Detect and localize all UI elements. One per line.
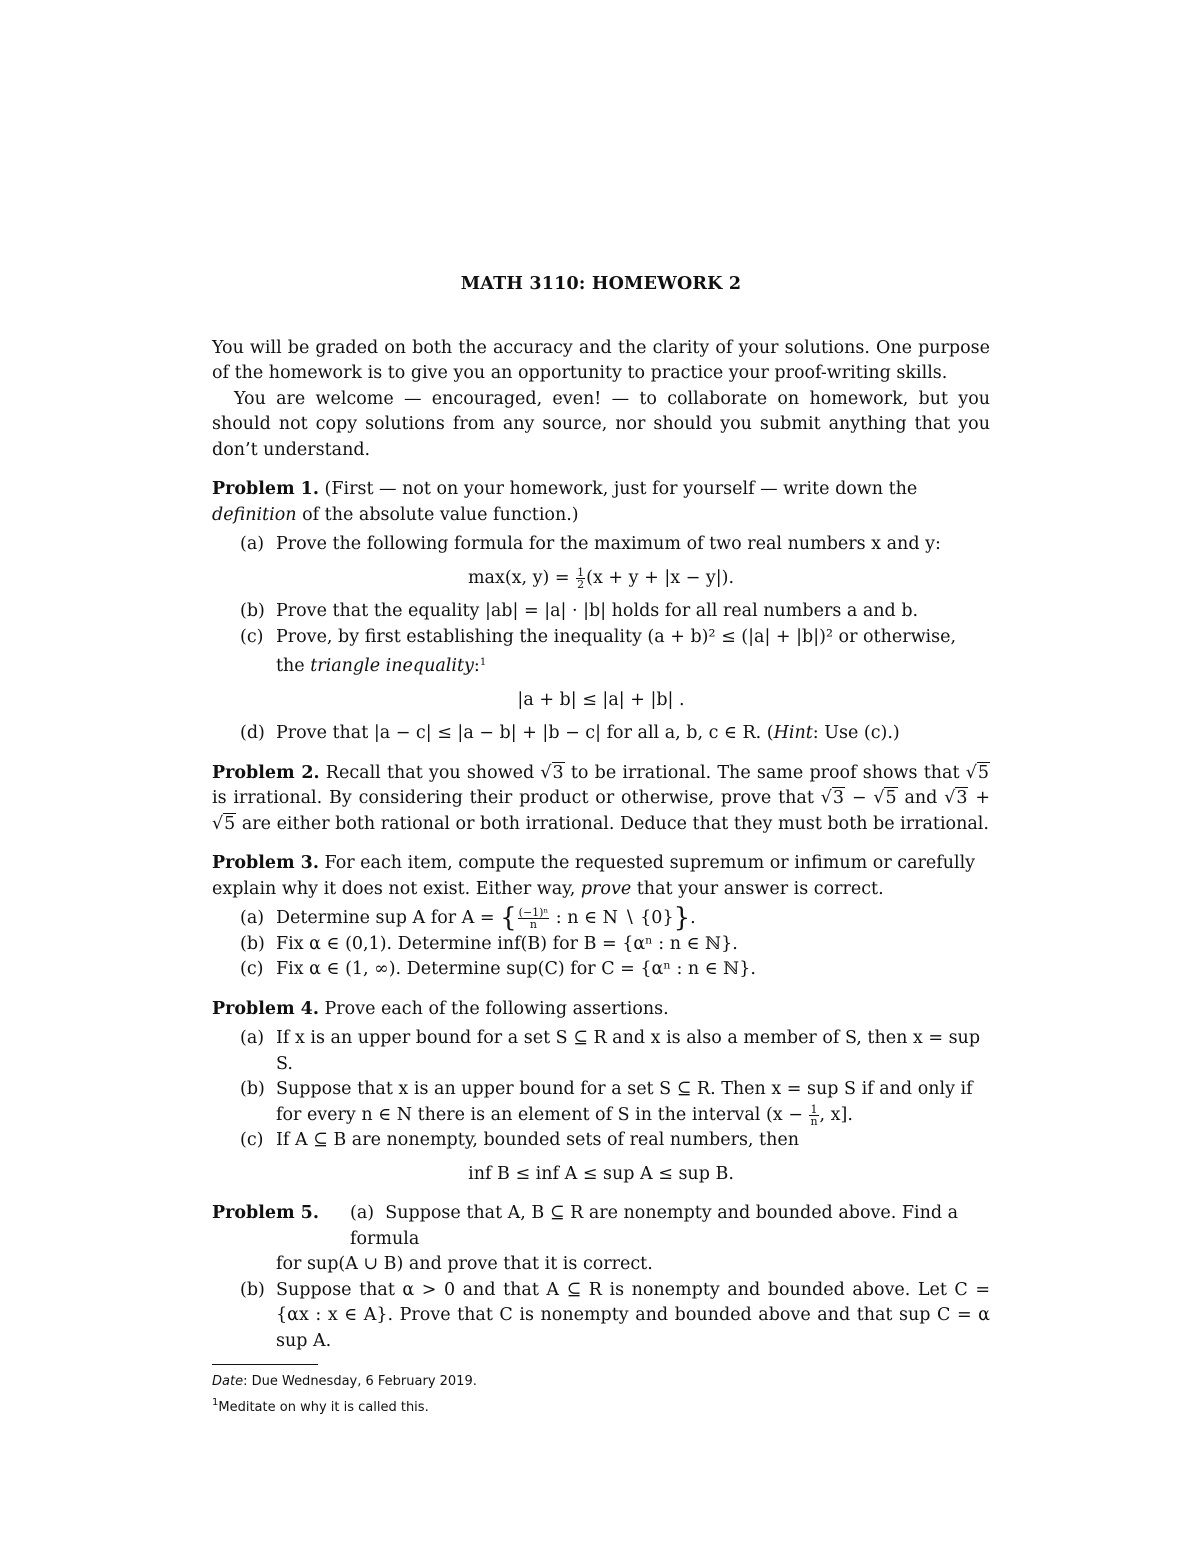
problem-1-intro [212,477,990,528]
problem-1b-text: Prove that the equality |ab| = |a| · |b| holds for all real numbers a and b. [276,601,919,621]
triangle-inequality-formula: |a + b| ≤ |a| + |b| . [517,689,685,710]
fraction-denominator: 2 [577,577,585,591]
problem-1c-colon: : [473,656,480,676]
item-label: (c) [240,959,264,979]
problem-1a-text: Prove the following formula for the maximum of two real numbers x and y: [276,534,941,554]
problem-4-name: Problem 4. [212,998,319,1019]
fraction-one-half [576,567,585,590]
item-label: (a) [240,1028,265,1048]
problem-1-emphasis: definition [212,504,297,525]
radicand: 3 [956,788,968,808]
problem-5a-cont [240,1252,990,1278]
hint-label: Hint [773,723,813,743]
right-brace: } [673,903,691,933]
problem-4c-text: If A ⊆ B are nonempty, bounded sets of real numbers, then [276,1130,799,1150]
fraction-numerator: (−1)ⁿ [518,906,549,919]
and-word: and [897,788,945,808]
sqrt-3: √3 [820,788,844,808]
problem-3-text-end: that your answer is correct. [631,878,884,899]
item-label: (a) [240,534,265,554]
item-label: (b) [240,933,265,954]
problem-1-items-cont [212,599,990,680]
problem-3-text: For each item, compute the requested supremum or infimum or carefully explain why it does not exist. Either way, [212,853,976,899]
item-text [276,903,990,933]
problem-4-items [212,1026,990,1154]
prove-emphasis: prove [580,878,632,899]
problem-3-items [212,903,990,983]
problem-3b [240,932,990,958]
problem-5a [212,1201,990,1252]
plus-sign: + [968,788,990,808]
problem-5-name: Problem 5. [212,1203,319,1223]
problem-1-items-end [212,721,990,747]
item-label: (b) [240,1279,265,1300]
footnote-rule [212,1364,318,1365]
item-text [276,721,990,747]
item-label: (b) [240,601,265,621]
problem-2-text-4: are either both rational or both irrational. Deduce that they must both be irrational. [236,813,989,834]
problem-1-items [212,532,990,558]
fraction-numerator: 1 [810,1102,818,1116]
fraction-denominator: n [529,918,537,931]
problem-1d [240,721,990,747]
minus-sign: − [844,788,874,808]
homework-page [212,272,990,1418]
problem-3a [240,903,990,933]
problem-5-items [212,1252,990,1354]
footnote-date [212,1371,990,1392]
item-label: (d) [240,723,265,743]
sqrt-5: √5 [873,788,897,808]
problem-2-text-3: is irrational. By considering their product or otherwise, prove that [212,788,821,808]
fraction-denominator: n [810,1114,818,1128]
intro-paragraph-2: You are welcome — encouraged, even! — to collaborate on homework, but you should not copy solutions from any source, nor should you submit anything that you don’t understand. [212,388,990,460]
fraction-numerator: 1 [577,565,585,579]
problem-2-name: Problem 2. [212,762,320,783]
date-text: : Due Wednesday, 6 February 2019. [243,1374,477,1389]
footnote-mark: 1 [212,1397,219,1408]
sqrt-3: √3 [540,762,564,783]
item-label-spacer [240,1252,276,1278]
problem-5a-text-2: for sup(A ∪ B) and prove that it is correct. [276,1254,653,1274]
radicand: 3 [832,788,844,808]
item-label: (b) [240,1079,265,1099]
intro-paragraph-1: You will be graded on both the accuracy and the clarity of your solutions. One purpose of the homework is to give you an opportunity to practice your proof-writing skills. [212,337,990,383]
max-formula [212,566,990,592]
date-label: Date [212,1374,244,1389]
footnote-text: Meditate on why it is called this. [218,1400,429,1415]
radicand: 5 [977,762,989,783]
left-brace: { [500,903,517,933]
footnote-marker: 1 [479,657,487,668]
problem-5a-text-1: Suppose that A, B ⊆ R are nonempty and bounded above. Find a formula [350,1203,959,1249]
problem-5 [212,1201,990,1354]
item-label: (c) [240,626,264,647]
problem-3 [212,851,990,983]
problem-2-text [212,761,990,838]
radicand: 5 [224,813,236,834]
sqrt-3: √3 [944,788,968,808]
problem-3a-text: Determine sup A for A = [276,908,501,928]
period: . [690,908,696,928]
problem-4a-text: If x is an upper bound for a set S ⊆ R and x is also a member of S, then x = sup S. [276,1028,981,1074]
problem-4b [240,1077,990,1128]
problem-5a-line [350,1201,990,1252]
problem-4b-text: Suppose that x is an upper bound for a set S ⊆ R. Then x = sup S if and only if for every n ∈ N there is an element of S in the interval (x − [276,1079,973,1125]
item-text [276,625,990,680]
sqrt-5: √5 [965,762,989,783]
problem-5b-text: Suppose that α > 0 and that A ⊆ R is nonempty and bounded above. Let C = {αx : x ∈ A}. Prove that C is nonempty and bounded above and that sup C = α sup A. [276,1279,990,1351]
problem-1-text-end: of the absolute value function.) [296,504,579,525]
problem-4-intro [212,997,990,1023]
problem-3-intro [212,851,990,902]
problem-1c-text: Prove, by first establishing the inequality (a + b)² ≤ (|a| + |b|)² or otherwise, the [276,626,957,676]
problem-2-text-1: Recall that you showed [325,762,541,783]
footnote-1 [212,1392,990,1418]
item-label: (c) [240,1130,264,1150]
problem-1-text: (First — not on your homework, just for yourself — write down the [324,479,918,499]
page-title: MATH 3110: HOMEWORK 2 [460,274,742,294]
problem-3c [240,957,990,983]
problem-4a [240,1026,990,1077]
problem-4b-text-end: , x]. [819,1104,853,1125]
item-text [276,532,990,558]
problem-2 [212,761,990,838]
fraction-one-over-n [809,1104,818,1127]
triangle-inequality-term: triangle inequality [310,656,474,676]
problem-5b [240,1278,990,1355]
problem-5-lead [212,1201,350,1252]
problem-4 [212,997,990,1188]
problem-3b-text: Fix α ∈ (0,1). Determine inf(B) for B = {αⁿ : n ∈ ℕ}. [276,933,738,954]
intro [212,336,990,464]
problem-1a [240,532,990,558]
problem-1c [240,625,990,680]
fraction-power [518,907,550,930]
problem-4-text: Prove each of the following assertions. [324,998,669,1019]
problem-3c-text: Fix α ∈ (1, ∞). Determine sup(C) for C = {αⁿ : n ∈ ℕ}. [276,959,756,979]
problem-1-name: Problem 1. [212,479,319,499]
problem-3-name: Problem 3. [212,853,319,873]
problem-1b [240,599,990,625]
problem-1d-text: Prove that |a − c| ≤ |a − b| + |b − c| for all a, b, c ∈ R. ( [276,723,774,743]
item-label: (a) [350,1203,375,1223]
inf-sup-inequality: inf B ≤ inf A ≤ sup A ≤ sup B. [468,1163,734,1184]
problem-1 [212,477,990,747]
problem-2-text-2: to be irrational. The same proof shows that [564,762,966,783]
problem-4c [240,1128,990,1154]
radicand: 5 [885,788,897,808]
problem-1d-text-end: : Use (c).) [812,723,900,743]
set-condition: : n ∈ N ∖ {0} [550,908,674,928]
max-formula-right: (x + y + |x − y|). [586,567,735,588]
sqrt-5: √5 [212,813,236,834]
radicand: 3 [552,762,564,783]
max-formula-left: max(x, y) = [467,567,576,588]
item-label: (a) [240,908,265,928]
item-text [276,1077,990,1128]
